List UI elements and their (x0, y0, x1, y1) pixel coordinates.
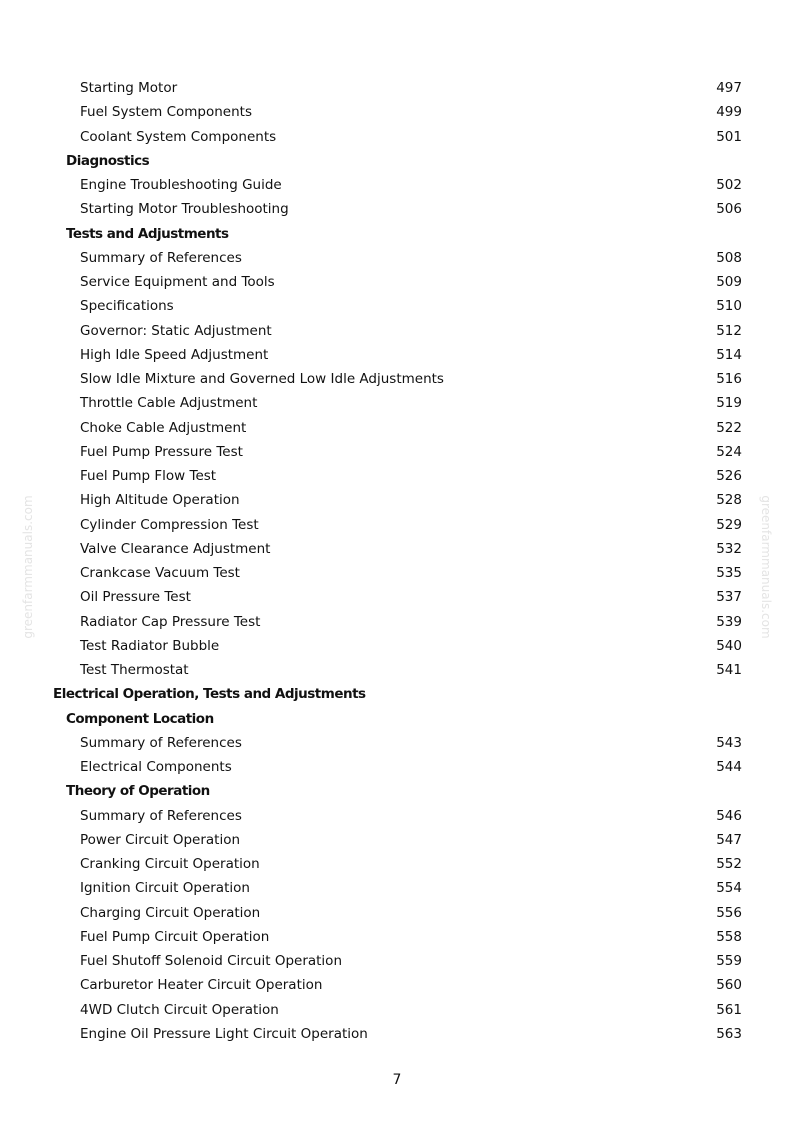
toc-entry[interactable] (0, 998, 794, 1022)
toc-entry[interactable] (0, 416, 794, 440)
toc-entry-page: 558 (716, 928, 742, 945)
toc-entry-title: Ignition Circuit Operation (80, 880, 250, 897)
toc-entry[interactable] (0, 367, 794, 391)
toc-entry-title: Service Equipment and Tools (80, 274, 275, 290)
toc-entry[interactable] (0, 610, 794, 634)
toc-entry-page: 497 (716, 80, 742, 96)
toc-entry-title: 4WD Clutch Circuit Operation (80, 1001, 279, 1018)
toc-entry-title: Radiator Cap Pressure Test (80, 613, 261, 630)
toc-subsection-heading[interactable] (0, 779, 794, 803)
toc-entry[interactable] (0, 804, 794, 828)
toc-entry-page: 546 (716, 807, 742, 824)
toc-entry-title: Test Thermostat (80, 662, 189, 678)
toc-entry-page: 512 (716, 322, 742, 339)
toc-entry-title: Fuel Shutoff Solenoid Circuit Operation (80, 953, 342, 969)
watermark-right: greenfarmmanuals.com (759, 495, 773, 639)
toc-entry-title: Coolant System Components (80, 128, 277, 145)
toc-entry-title: Summary of References (80, 249, 242, 266)
toc-entry[interactable] (0, 876, 794, 900)
toc-entry[interactable] (0, 270, 794, 294)
toc-entry[interactable] (0, 658, 794, 682)
toc-entry-page: 528 (716, 492, 742, 509)
toc-entry-page: 519 (716, 395, 742, 412)
toc-entry-title: Diagnostics (66, 152, 150, 169)
toc-entry-page: 547 (716, 831, 742, 848)
toc-entry[interactable] (0, 488, 794, 512)
toc-entry[interactable] (0, 440, 794, 464)
toc-entry-page: 526 (716, 468, 742, 484)
toc-subsection-heading[interactable] (0, 149, 794, 173)
toc-entry[interactable] (0, 731, 794, 755)
toc-entry-page: 501 (716, 128, 742, 145)
toc-entry-page: 532 (716, 540, 742, 557)
toc-entry[interactable] (0, 973, 794, 997)
toc-entry-title: Fuel System Components (80, 104, 252, 121)
toc-entry-title: Fuel Pump Pressure Test (80, 443, 243, 460)
toc-entry-page: 535 (716, 565, 742, 581)
toc-entry-page: 524 (716, 443, 742, 460)
toc-entry-page: 556 (716, 904, 742, 921)
toc-entry-title: Component Location (66, 710, 214, 727)
toc-entry-title: Test Radiator Bubble (80, 637, 220, 654)
watermark-left: greenfarmmanuals.com (21, 495, 35, 639)
toc-entry-title: Crankcase Vacuum Test (80, 565, 240, 581)
toc-entry-page: 561 (716, 1001, 742, 1018)
toc-entry-title: Electrical Components (80, 759, 232, 775)
toc-entry[interactable] (0, 100, 794, 124)
toc-subsection-heading[interactable] (0, 222, 794, 246)
toc-entry-title: Electrical Operation, Tests and Adjustments (53, 686, 366, 703)
toc-entry[interactable] (0, 901, 794, 925)
toc-entry-title: High Altitude Operation (80, 492, 240, 509)
toc-entry-page: 540 (716, 637, 742, 654)
toc-entry[interactable] (0, 319, 794, 343)
toc-entry-title: Throttle Cable Adjustment (80, 395, 258, 412)
toc-entry-page: 539 (716, 613, 742, 630)
toc-entry-page: 529 (716, 516, 742, 533)
toc-entry[interactable] (0, 343, 794, 367)
toc-entry-page: 543 (716, 734, 742, 751)
toc-entry[interactable] (0, 925, 794, 949)
toc-entry-page: 559 (716, 953, 742, 969)
toc-entry[interactable] (0, 561, 794, 585)
toc-entry-page: 552 (716, 856, 742, 872)
toc-entry-title: Tests and Adjustments (66, 225, 229, 242)
toc-subsection-heading[interactable] (0, 707, 794, 731)
toc-entry-page: 537 (716, 589, 742, 606)
toc-entry[interactable] (0, 852, 794, 876)
toc-entry-title: High Idle Speed Adjustment (80, 346, 269, 363)
toc-entry[interactable] (0, 828, 794, 852)
toc-entry-title: Cranking Circuit Operation (80, 856, 260, 872)
toc-entry[interactable] (0, 125, 794, 149)
toc-entry-page: 541 (716, 662, 742, 678)
toc-entry-title: Starting Motor (80, 80, 178, 96)
toc-entry-page: 506 (716, 201, 742, 218)
toc-entry[interactable] (0, 197, 794, 221)
toc-entry-page: 563 (716, 1025, 742, 1042)
toc-entry-title: Charging Circuit Operation (80, 904, 261, 921)
toc-entry-title: Valve Clearance Adjustment (80, 540, 271, 557)
toc-entry[interactable] (0, 1022, 794, 1046)
toc-entry-page: 544 (716, 759, 742, 775)
toc-entry-page: 516 (716, 371, 742, 387)
page-number: 7 (392, 1072, 402, 1088)
toc-entry[interactable] (0, 755, 794, 779)
toc-entry[interactable] (0, 173, 794, 197)
toc-entry-title: Choke Cable Adjustment (80, 419, 247, 436)
toc-entry-title: Engine Oil Pressure Light Circuit Operation (80, 1025, 368, 1042)
toc-section-heading[interactable] (0, 682, 794, 706)
toc-entry-title: Summary of References (80, 807, 242, 824)
toc-entry-title: Oil Pressure Test (80, 589, 191, 606)
toc-entry-page: 510 (716, 298, 742, 315)
toc-entry-title: Fuel Pump Flow Test (80, 468, 217, 484)
toc-entry-title: Specifications (80, 298, 174, 315)
toc-entry-title: Carburetor Heater Circuit Operation (80, 977, 323, 994)
table-of-contents (0, 76, 794, 1046)
toc-entry-page: 554 (716, 880, 742, 897)
toc-entry[interactable] (0, 949, 794, 973)
toc-entry-title: Governor: Static Adjustment (80, 322, 272, 339)
toc-entry[interactable] (0, 294, 794, 318)
toc-entry-title: Theory of Operation (66, 783, 210, 800)
toc-entry-page: 499 (716, 104, 742, 121)
toc-entry-page: 502 (716, 177, 742, 193)
toc-entry-page: 509 (716, 274, 742, 290)
toc-entry[interactable] (0, 76, 794, 100)
toc-entry[interactable] (0, 391, 794, 415)
toc-entry-page: 560 (716, 977, 742, 994)
toc-entry[interactable] (0, 585, 794, 609)
toc-entry-title: Cylinder Compression Test (80, 516, 259, 533)
toc-entry-title: Power Circuit Operation (80, 831, 241, 848)
toc-entry-page: 522 (716, 419, 742, 436)
toc-entry-page: 514 (716, 346, 742, 363)
toc-entry-title: Starting Motor Troubleshooting (80, 201, 289, 218)
toc-entry[interactable] (0, 537, 794, 561)
toc-entry[interactable] (0, 464, 794, 488)
toc-entry-title: Fuel Pump Circuit Operation (80, 928, 270, 945)
toc-entry-title: Summary of References (80, 734, 242, 751)
toc-entry[interactable] (0, 513, 794, 537)
toc-entry[interactable] (0, 246, 794, 270)
toc-entry-title: Engine Troubleshooting Guide (80, 177, 282, 193)
toc-entry-title: Slow Idle Mixture and Governed Low Idle Adjustments (80, 371, 444, 387)
toc-entry-page: 508 (716, 249, 742, 266)
toc-entry[interactable] (0, 634, 794, 658)
